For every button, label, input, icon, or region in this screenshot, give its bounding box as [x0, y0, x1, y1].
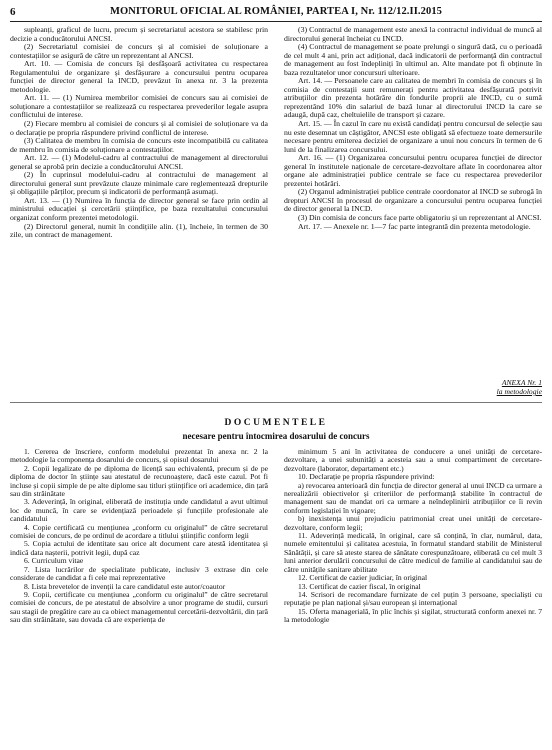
documents-list-section [10, 448, 542, 746]
paragraph: 8. Lista brevetelor de invenții la care candidatul este autor/coautor [24, 581, 226, 591]
paragraph: Art. 10. — Comisia de concurs își desfășoară activitatea cu respectarea Regulamentului de organizare și desfășurare a concursului pentru ocuparea funcției de director general la INCD, prevăzut în anexa nr. 3 la prezenta metodologie. [10, 59, 268, 94]
paragraph: 12. Certificat de cazier judiciar, în original [298, 573, 428, 583]
paragraph: Art. 16. — (1) Organizarea concursului pentru ocuparea funcției de director general în institutele naționale de cercetare-dezvoltare aflate în coordonarea altor organe ale administrației publice centrale se face cu respectarea prevederilor prezentei hotărâri. [284, 153, 542, 188]
paragraph: 7. Lista lucrărilor de specialitate publicate, inclusiv 3 extrase din cele considerate de candidat a fi cele mai reprezentative [10, 564, 268, 583]
paragraph: (2) Secretariatul comisiei de concurs și al comisiei de soluționare a contestațiilor se asigură de către un reprezentant al ANCSI. [10, 42, 268, 60]
paragraph: 9. Copii, certificate cu mențiunea „conform cu originalul” de către secretarul comisiei de concurs, de pe atestatul de absolvire a unor programe de studii, cursuri sau stagii de pregătire care au ca obiect managementul cercetării-dezvoltării, din țară sau din străinătate, sau dovada că are experiența de [10, 589, 268, 625]
paragraph: Art. 14. — Persoanele care au calitatea de membri în comisia de concurs și în comisia de contestații sunt remunerați pentru activitatea desfășurată potrivit atribuțiilor din prezenta hotărâre din fondurile proprii ale INCD, cu o sumă reprezentând 10% din salariul de bază lunar al directorului INCD la care se adaugă, după caz, cheltuielile de transport și cazare. [284, 76, 542, 120]
paragraph: Art. 15. — În cazul în care nu există candidați pentru concursul de selecție sau nu este desemnat un câștigător, ANCSI este obligată să efectueze toate demersurile necesare pentru emiterea deciziei de organizare a unui nou concurs în termen de 6 luni de la finalizarea concursului. [284, 119, 542, 154]
paragraph: 6. Curriculum vitae [24, 556, 84, 566]
paragraph: (4) Contractul de management se poate prelungi o singură dată, cu o perioadă de cel mult 4 ani, prin act adițional, dacă indicatorii de performanță din contractul de management au fost îndepliniți în ultimul an. Alte mandate pot fi obținute în baza rezultatelor unor concursuri ulterioare. [284, 42, 542, 77]
paragraph: Art. 13. — (1) Numirea în funcția de director general se face prin ordin al ministrului educației și cercetării științifice, pe baza rezultatului concursului organizat conform prezentei metodologii. [10, 195, 268, 223]
paragraph: a) revocarea anterioară din funcția de director general al unui INCD ca urmare a nerealizării obiectivelor și criteriilor de performanță stabilite în contractul de management sau de mandat ori ca urmare a neîndeplinirii atribuțiilor ce îi revin conform legislației în vigoare; [284, 480, 542, 515]
paragraph: (2) Organul administrației publice centrale coordonator al INCD se subrogă în drepturi ANCSI în procesul de organizare a concursului pentru ocuparea funcției de director general la INCD. [284, 187, 542, 214]
bottom-left-column [10, 448, 268, 746]
section-divider [10, 402, 542, 403]
gazette-title: MONITORUL OFICIAL AL ROMÂNIEI, PARTEA I, Nr. 112/12.II.2015 [109, 6, 443, 17]
paragraph: Art. 11. — (1) Numirea membrilor comisiei de concurs sau ai comisiei de soluționare a contestațiilor se realizează cu respectarea prevederilor legale asupra conflictului de interese. [10, 93, 268, 120]
paragraph: 3. Adeverință, în original, eliberată de instituția unde candidatul a avut ultimul loc de muncă, în care se evidențiază perioadele și funcțiile profesionale ale candidatului [10, 497, 268, 524]
header-rule [10, 21, 542, 22]
paragraph: 10. Declarație pe propria răspundere privind: [298, 472, 435, 482]
paragraph: Art. 17. — Anexele nr. 1—7 fac parte integrantă din prezenta metodologie. [298, 221, 531, 231]
top-section [10, 26, 542, 366]
paragraph: 13. Certificat de cazier fiscal, în original [298, 581, 421, 591]
annex-reference [497, 378, 542, 396]
paragraph: 11. Adeverință medicală, în original, care să conțină, în clar, numărul, data, numele emitentului și calitatea acestuia, în formatul standard stabilit de Ministerul Sănătății, și care să ateste starea de sănătate corespunzătoare, eliberată cu cel mult 3 luni anterior derulării concursului de către medicul de familie al candidatului sau de către unitățile sanitare abilitate [284, 531, 542, 574]
paragraph: (3) Calitatea de membru în comisia de concurs este incompatibilă cu calitatea de membru în comisia de soluționare a contestațiilor. [10, 136, 268, 154]
top-right-column [284, 26, 542, 366]
annex-label: ANEXA Nr. 1 [501, 378, 542, 387]
page-header [10, 6, 542, 22]
annex-subline: la metodologie [496, 387, 542, 396]
paragraph: minimum 5 ani în activitatea de conducere a unei unități de cercetare-dezvoltare, a unei subunități a acesteia sau a unui compartiment de cercetare-dezvoltare (laborator, departament etc.) [284, 447, 542, 473]
documents-title: DOCUMENTELE [224, 418, 328, 428]
paragraph: b) inexistența unui prejudiciu patrimonial creat unei unități de cercetare-dezvoltare, conform legii; [284, 514, 542, 532]
top-left-column [10, 26, 268, 366]
paragraph: Art. 12. — (1) Modelul-cadru al contractului de management al directorului general se aprobă prin decizie a conducătorului ANCSI. [10, 153, 268, 171]
paragraph: (3) Contractul de management este anexă la contractul individual de muncă al directorului general încheiat cu INCD. [284, 25, 542, 43]
paragraph: supleanți, graficul de lucru, precum și secretariatul acestora se stabilesc prin decizie a conducătorului ANCSI. [10, 25, 268, 43]
paragraph: (2) În cuprinsul modelului-cadru al contractului de management al directorului general sunt prevăzute clauze minimale care reglementează drepturile și obligațiile părților, precum și indicatorii de performanță asumați. [10, 170, 268, 197]
paragraph: 15. Oferta managerială, în plic închis și sigilat, structurată conform anexei nr. 7 la metodologie [284, 606, 542, 625]
page-number: 6 [10, 6, 16, 18]
paragraph: 5. Copia actului de identitate sau orice alt document care atestă identitatea și indică data nașterii, potrivit legii, după caz [10, 539, 268, 557]
paragraph: 2. Copii legalizate de pe diploma de licență sau echivalentă, precum și de pe diploma de doctor în științe sau atestatul de recunoaștere, dacă este cazul. Pot fi incluse și copii simple de pe alte diplome sau titluri științifice ori academice, din țară sau din străinătate [10, 463, 268, 499]
documents-subtitle: necesare pentru întocmirea dosarului de concurs [182, 431, 370, 441]
paragraph: (2) Directorul general, numit în condițiile alin. (1), încheie, în termen de 30 zile, un contract de management. [10, 221, 268, 240]
paragraph: 4. Copie certificată cu mențiunea „conform cu originalul” de către secretarul comisiei de concurs, de pe ordinul de acordare a titlului științific conform legii [10, 522, 268, 541]
paragraph: 1. Cererea de înscriere, conform modelului prezentat în anexa nr. 2 la metodologie la componența dosarului de concurs, și opisul dosarului [10, 447, 268, 465]
bottom-right-column [284, 448, 542, 746]
paragraph: (2) Fiecare membru al comisiei de concurs și al comisiei de soluționare va da o declarație pe propria răspundere privind conflictul de interese. [10, 119, 268, 137]
paragraph: (3) Din comisia de concurs face parte obligatoriu și un reprezentant al ANCSI. [298, 213, 542, 223]
paragraph: 14. Scrisori de recomandare furnizate de cel puțin 3 persoane, specialiști cu reputație pe plan național și/sau european și internațional [284, 589, 542, 608]
